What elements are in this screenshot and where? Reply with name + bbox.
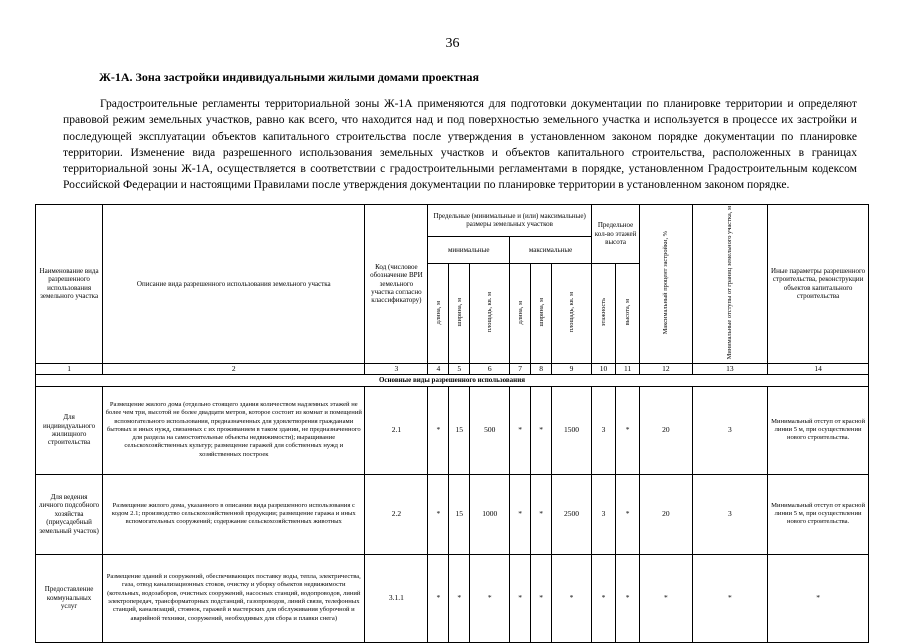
row-cell: * <box>510 386 531 474</box>
header-min-width: ширина, м <box>449 264 470 364</box>
section-heading: Ж-1А. Зона застройки индивидуальными жилыми домами проектная <box>99 70 480 84</box>
col-num: 4 <box>428 363 449 374</box>
row-cell: 3 <box>692 474 768 554</box>
row-code: 3.1.1 <box>365 554 428 642</box>
row-name: Для ведения личного подсобного хозяйства (приусадебный земельный участок) <box>36 474 103 554</box>
header-other: Иные параметры разрешенного строительства, реконструкции объектов капитального строительства <box>768 205 869 364</box>
header-max-area: площадь, кв. м <box>552 264 592 364</box>
col-num: 12 <box>640 363 692 374</box>
row-cell: 3 <box>591 474 615 554</box>
header-code: Код (числовое обозначение ВРИ земельного участка согласно классификатору) <box>365 205 428 364</box>
intro-paragraph: Градостроительные регламенты территориальной зоны Ж-1А применяются для подготовки документации по планировке территории и определяют правовой режим земельных участков, равно как всего, что находится над и под поверхностью земельного участка и используется в процессе их застройки и последующей эксплуатации объектов капитального строительства после утверждения в установленном законом порядке документации по планировке территории. Изменение вида разрешенного использования земельных участков и объектов капитального строительства, расположенных в границах территориальной зоны Ж-1А, осуществляется в соответствии с градостроительными регламентами в порядке, установленном Градостроительным кодексом Российской Федерации и настоящими Правилами после утверждения документации по планировке территории в установленном законом порядке. <box>63 97 857 192</box>
header-max: максимальные <box>510 236 592 263</box>
row-cell: * <box>531 386 552 474</box>
row-cell: 15 <box>449 386 470 474</box>
row-cell: 1000 <box>470 474 510 554</box>
row-cell: * <box>510 554 531 642</box>
table-row <box>36 474 869 554</box>
column-number-row <box>36 363 869 374</box>
row-cell: * <box>510 474 531 554</box>
row-cell: 20 <box>640 474 692 554</box>
row-code: 2.2 <box>365 474 428 554</box>
row-cell: * <box>428 554 449 642</box>
row-other: * <box>768 554 869 642</box>
col-num: 7 <box>510 363 531 374</box>
row-cell: * <box>640 554 692 642</box>
row-name: Для индивидуального жилищного строительства <box>36 386 103 474</box>
row-other: Минимальный отступ от красной линии 5 м, при осуществлении нового строительства. <box>768 386 869 474</box>
row-cell: 20 <box>640 386 692 474</box>
header-storeys: этажность <box>591 264 615 364</box>
table-row <box>36 386 869 474</box>
col-num: 5 <box>449 363 470 374</box>
table-row <box>36 554 869 642</box>
header-description: Описание вида разрешенного использования земельного участка <box>103 205 365 364</box>
row-cell: 15 <box>449 474 470 554</box>
row-cell: 3 <box>692 386 768 474</box>
row-cell: 2500 <box>552 474 592 554</box>
row-code: 2.1 <box>365 386 428 474</box>
col-num: 13 <box>692 363 768 374</box>
col-num: 10 <box>591 363 615 374</box>
row-cell: 500 <box>470 386 510 474</box>
row-cell: * <box>531 474 552 554</box>
row-cell: * <box>616 474 640 554</box>
header-min-area: площадь, кв. м <box>470 264 510 364</box>
section-title: Основные виды разрешенного использования <box>36 375 869 386</box>
header-max-pct: Максимальный процент застройки, % <box>640 205 692 364</box>
col-num: 2 <box>103 363 365 374</box>
row-cell: * <box>428 474 449 554</box>
col-num: 11 <box>616 363 640 374</box>
row-cell: * <box>428 386 449 474</box>
col-num: 14 <box>768 363 869 374</box>
row-cell: 1500 <box>552 386 592 474</box>
row-cell: * <box>552 554 592 642</box>
row-cell: * <box>591 554 615 642</box>
col-num: 1 <box>36 363 103 374</box>
row-cell: 3 <box>591 386 615 474</box>
col-num: 6 <box>470 363 510 374</box>
col-num: 3 <box>365 363 428 374</box>
row-description: Размещение зданий и сооружений, обеспечивающих поставку воды, тепла, электричества, газа, отвод канализационных стоков, очистку и уборку объектов недвижимости (котельных, водозаборов, очистных сооружений, насосных станций, водопроводов, линий электропередач, трансформаторных подстанций, газопроводов, линий связи, телефонных станций, канализаций, стоянок, гаражей и мастерских для обслуживания уборочной и аварийной техники, сооружений, необходимых для сбора и плавки снега) <box>103 554 365 642</box>
row-description: Размещение жилого дома (отдельно стоящего здания количеством надземных этажей не более чем три, высотой не более двадцати метров, которое состоит из комнат и помещений вспомогательного использования, предназначенных для удовлетворения гражданами бытовых и иных нужд, связанных с их проживанием в таком здании, не предназначенного для раздела на самостоятельные объекты недвижимости); выращивание сельскохозяйственных культур; размещение гаражей для собственных нужд и хозяйственных построек <box>103 386 365 474</box>
header-name: Наименование вида разрешенного использования земельного участка <box>36 205 103 364</box>
row-description: Размещение жилого дома, указанного в описании вида разрешенного использования с кодом 2.1; производство сельскохозяйственной продукции; размещение гаража и иных вспомогательных сооружений; содержание сельскохозяйственных животных <box>103 474 365 554</box>
page-number: 36 <box>445 36 460 51</box>
header-min: минимальные <box>428 236 510 263</box>
row-cell: * <box>616 554 640 642</box>
header-min-length: длина, м <box>428 264 449 364</box>
header-min-setback: Минимальные отступы от границ земельного участка, м <box>692 205 768 364</box>
header-floors: Предельное кол-во этажей высота <box>591 205 639 264</box>
row-cell: * <box>531 554 552 642</box>
header-max-length: длина, м <box>510 264 531 364</box>
header-max-width: ширина, м <box>531 264 552 364</box>
regulations-table <box>35 204 869 643</box>
col-num: 8 <box>531 363 552 374</box>
row-other: Минимальный отступ от красной линии 5 м, при осуществлении нового строительства. <box>768 474 869 554</box>
row-cell: * <box>616 386 640 474</box>
header-limits: Предельные (минимальные и (или) максимальные) размеры земельных участков <box>428 205 592 237</box>
col-num: 9 <box>552 363 592 374</box>
row-cell: * <box>470 554 510 642</box>
header-height: высота, м <box>616 264 640 364</box>
row-cell: * <box>692 554 768 642</box>
row-name: Предоставление коммунальных услуг <box>36 554 103 642</box>
row-cell: * <box>449 554 470 642</box>
